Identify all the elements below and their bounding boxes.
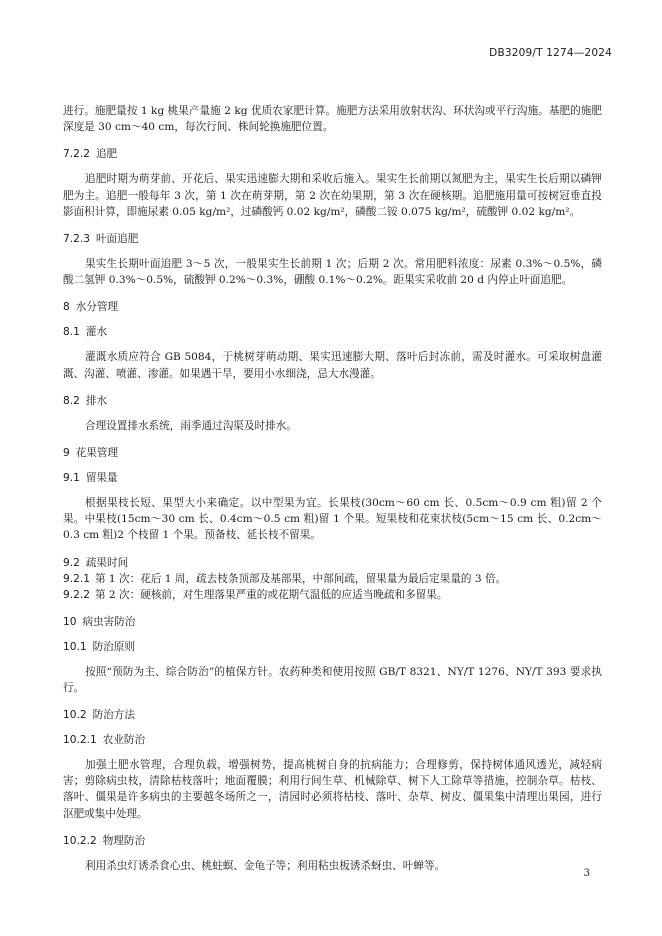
section-title: 疏果时间 <box>85 556 129 569</box>
paragraph-intro: 进行。施肥量按 1 kg 桃果产量施 2 kg 优质农家肥计算。施肥方法采用放射状沟、环状沟或平行沟施。基肥的施肥深度是 30 cm～40 cm，每次行间、株间轮换施肥位置。 <box>63 105 602 134</box>
paragraph-9-1: 根据果枝长短、果型大小来确定。以中型果为宜。长果枝(30cm～60 cm 长、0.5cm～0.9 cm 粗)留 2 个果。中果枝(15cm～30 cm 长、0.4cm～0.5 cm 粗)留 1 个果。短果枝和花束状枝(5cm～15 cm 长、0.2cm～0.3 cm 粗)2 个枝留 1 个果。预备枝、延长枝不留果。 <box>63 497 602 542</box>
section-number: 9 <box>63 447 70 460</box>
section-title: 防治方法 <box>92 709 135 722</box>
heading-10-2 <box>63 707 602 723</box>
paragraph-8-2: 合理设置排水系统，雨季通过沟渠及时排水。 <box>85 419 297 432</box>
paragraph-text: 第 1 次：花后 1 周，疏去枝条顶部及基部果，中部间疏，留果量为最后定果量的 3 倍。 <box>94 572 507 585</box>
heading-10-2-1 <box>63 732 602 748</box>
heading-7-2-2 <box>63 146 602 162</box>
section-title: 追肥 <box>95 148 118 161</box>
heading-9 <box>63 445 602 461</box>
heading-9-2 <box>63 555 602 571</box>
section-number: 9.2.2 <box>63 588 90 601</box>
section-number: 9.1 <box>63 472 80 485</box>
section-title: 灌水 <box>85 326 108 339</box>
section-number: 8 <box>63 301 70 314</box>
heading-8-1 <box>63 324 602 340</box>
section-number: 10 <box>63 615 77 628</box>
section-title: 叶面追肥 <box>95 233 139 246</box>
heading-10-2-2 <box>63 833 602 849</box>
section-number: 10.1 <box>63 640 87 653</box>
paragraph-9-2-1 <box>63 571 602 587</box>
section-number: 10.2.2 <box>63 834 97 847</box>
section-number: 8.1 <box>63 326 80 339</box>
document-body <box>63 103 602 874</box>
heading-10 <box>63 614 602 630</box>
section-number: 8.2 <box>63 394 80 407</box>
paragraph-10-1: 按照“预防为主、综合防治”的植保方针。农药种类和使用按照 GB/T 8321、NY/T 1276、NY/T 393 要求执行。 <box>63 665 602 694</box>
section-title: 水分管理 <box>75 301 119 314</box>
section-title: 排水 <box>85 394 108 407</box>
section-title: 病虫害防治 <box>82 615 136 628</box>
heading-8-2 <box>63 393 602 409</box>
section-number: 7.2.2 <box>63 148 90 161</box>
section-title: 花果管理 <box>75 447 119 460</box>
section-number: 10.2.1 <box>63 734 97 747</box>
heading-9-1 <box>63 470 602 486</box>
heading-8 <box>63 299 602 315</box>
document-number: DB3209/T 1274—2024 <box>489 47 612 59</box>
page-number: 3 <box>583 868 590 879</box>
paragraph-9-2-2 <box>63 587 602 603</box>
paragraph-7-2-3: 果实生长期叶面追肥 3～5 次，一般果实生长前期 1 次；后期 2 次。常用肥料浓度：尿素 0.3%～0.5%，磷酸二氢钾 0.3%～0.5%，硫酸钾 0.2%～0.3%，硼酸 0.1%～0.2%。距果实采收前 20 d 内停止叶面追肥。 <box>63 258 602 287</box>
section-title: 防治原则 <box>92 640 135 653</box>
section-number: 9.2.1 <box>63 572 90 585</box>
heading-10-1 <box>63 639 602 655</box>
paragraph-7-2-2: 追肥时期为萌芽前、开花后、果实迅速膨大期和采收后施入。果实生长前期以氮肥为主，果实生长后期以磷钾肥为主。追肥一般每年 3 次，第 1 次在萌芽期，第 2 次在幼果期，第 3 次在硬核期。追肥施用量可按树冠垂直投影面积计算，即施尿素 0.05 kg/m²，过磷酸钙 0.02 kg/m²，磷酸二铵 0.075 kg/m²，硫酸钾 0.02 kg/m²。 <box>63 173 602 218</box>
paragraph-10-2-1: 加强土肥水管理，合理负载，增强树势，提高桃树自身的抗病能力；合理修剪，保持树体通风透光，减轻病害；剪除病虫枝，清除枯枝落叶；地面覆膜；利用行间生草、机械除草、树下人工除草等措施，控制杂草。枯枝、落叶、僵果是许多病虫的主要越冬场所之一，清园时必须将枯枝、落叶、杂草、树皮、僵果集中清理出果园，进行沤肥或集中处理。 <box>63 759 602 820</box>
paragraph-text: 第 2 次：硬核前，对生理落果严重的或花期气温低的应适当晚疏和多留果。 <box>94 588 448 601</box>
heading-7-2-3 <box>63 231 602 247</box>
section-number: 7.2.3 <box>63 233 90 246</box>
section-number: 10.2 <box>63 709 87 722</box>
section-number: 9.2 <box>63 556 80 569</box>
paragraph-8-1: 灌溉水质应符合 GB 5084，于桃树芽萌动期、果实迅速膨大期、落叶后封冻前，需及时灌水。可采取树盘灌溉、沟灌、喷灌、渗灌。如果遇干旱，要用小水细浇，忌大水漫灌。 <box>63 351 602 380</box>
section-title: 留果量 <box>85 472 118 485</box>
section-title: 物理防治 <box>102 834 146 847</box>
paragraph-10-2-2: 利用杀虫灯诱杀食心虫、桃蛀螟、金龟子等；利用粘虫板诱杀蚜虫、叶蝉等。 <box>85 859 446 872</box>
section-title: 农业防治 <box>102 734 146 747</box>
